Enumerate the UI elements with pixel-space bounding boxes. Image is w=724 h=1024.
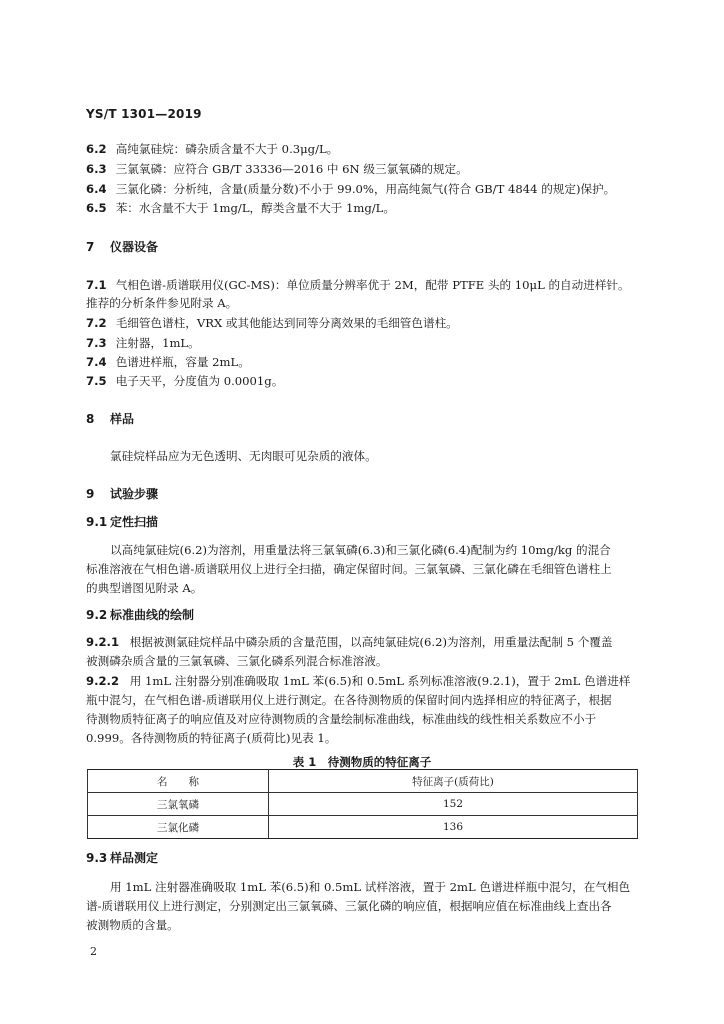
subsection-number: 9.1 (86, 515, 108, 529)
clause-number: 7.5 (86, 374, 107, 388)
clause-number: 6.5 (86, 201, 107, 215)
table-title: 表 1 待测物质的特征离子 (292, 755, 432, 769)
clause-text: 高纯氯硅烷：磷杂质含量不大于 0.3μg/L。 (115, 142, 339, 156)
table-cell: 三氯化磷 (88, 816, 269, 839)
table-cell: 152 (269, 793, 638, 816)
clause-continuation: 被测磷杂质含量的三氯氧磷、三氯化磷系列混合标准溶液。 (86, 654, 388, 668)
paragraph-line: 用 1mL 注射器准确吸取 1mL 苯(6.5)和 0.5mL 试样溶液，置于 2mL 色谱进样瓶中混匀，在气相色 (110, 880, 631, 894)
subsection-heading-9-2 (86, 609, 194, 621)
paragraph-line: 标准溶液在气相色谱-质谱联用仪上进行全扫描，确定保留时间。三氯氧磷、三氯化磷在毛细管色谱柱上 (86, 562, 612, 576)
clause-text: 注射器，1mL。 (115, 336, 200, 350)
clause-text: 用 1mL 注射器分别准确吸取 1mL 苯(6.5)和 0.5mL 系列标准溶液(9.2.1)，置于 2mL 色谱进样 (129, 674, 631, 688)
clause-text: 根据被测氯硅烷样品中磷杂质的含量范围，以高纯氯硅烷(6.2)为溶剂，用重量法配制 5 个覆盖 (129, 635, 613, 649)
section-number: 7 (86, 240, 95, 254)
clause-continuation: 推荐的分析条件参见附录 A。 (86, 296, 238, 310)
section-heading-7 (86, 241, 158, 253)
equipment-item (86, 318, 458, 330)
clause-number: 6.4 (86, 182, 107, 196)
equipment-item (86, 357, 250, 369)
column-header-ion: 特征离子(质荷比) (269, 770, 638, 793)
clause-number: 9.2.2 (86, 674, 120, 688)
section-number: 8 (86, 412, 95, 426)
clause-text: 电子天平，分度值为 0.0001g。 (115, 374, 284, 388)
equipment-item (86, 280, 630, 292)
clause-number: 9.2.1 (86, 635, 120, 649)
table-cell: 三氯氧磷 (88, 793, 269, 816)
table-row (88, 793, 638, 816)
section-8-text: 氯硅烷样品应为无色透明、无肉眼可见杂质的液体。 (110, 449, 377, 463)
clause-number: 7.3 (86, 336, 107, 350)
equipment-item (86, 338, 200, 350)
clause-number: 6.3 (86, 162, 107, 176)
section-title: 仪器设备 (110, 240, 159, 254)
clause-continuation: 瓶中混匀，在气相色谱-质谱联用仪上进行测定。在各待测物质的保留时间内选择相应的特征离子，根据 (86, 693, 612, 707)
section-heading-8 (86, 413, 134, 425)
subsection-title: 标准曲线的绘制 (110, 608, 195, 622)
reagent-item (86, 164, 468, 176)
clause-continuation: 0.999。各待测物质的特征离子(质荷比)见表 1。 (86, 731, 337, 745)
clause-text: 色谱进样瓶，容量 2mL。 (115, 355, 250, 369)
section-heading-9 (86, 488, 158, 500)
subsection-title: 样品测定 (110, 851, 159, 865)
page-number: 2 (90, 945, 97, 958)
paragraph-line: 的典型谱图见附录 A。 (86, 581, 203, 595)
paragraph-line: 被测物质的含量。 (86, 918, 179, 932)
subsection-heading-9-3 (86, 852, 158, 864)
column-header-name: 名 称 (88, 770, 269, 793)
subsection-heading-9-1 (86, 516, 158, 528)
clause-continuation: 待测物质特征离子的响应值及对应待测物质的含量绘制标准曲线，标准曲线的线性相关系数应不小于 (86, 712, 597, 726)
clause-text: 毛细管色谱柱，VRX 或其他能达到同等分离效果的毛细管色谱柱。 (115, 316, 458, 330)
section-title: 试验步骤 (110, 487, 159, 501)
reagent-item (86, 144, 338, 156)
standard-code: YS/T 1301—2019 (86, 107, 202, 121)
subsection-number: 9.2 (86, 608, 108, 622)
characteristic-ion-table (87, 769, 638, 839)
reagent-item (86, 184, 615, 196)
paragraph-line: 谱-质谱联用仪上进行测定，分别测定出三氯氧磷、三氯化磷的响应值，根据响应值在标准曲线上查出各 (86, 899, 612, 913)
subsection-title: 定性扫描 (110, 515, 159, 529)
clause-number: 6.2 (86, 142, 107, 156)
table-header-row (88, 770, 638, 793)
clause-text: 三氯氧磷：应符合 GB/T 33336—2016 中 6N 级三氯氧磷的规定。 (115, 162, 468, 176)
clause-text: 三氯化磷：分析纯，含量(质量分数)不小于 99.0%，用高纯氮气(符合 GB/T 4844 的规定)保护。 (115, 182, 616, 196)
clause-number: 7.4 (86, 355, 107, 369)
clause-text: 气相色谱-质谱联用仪(GC-MS)：单位质量分辨率优于 2M，配带 PTFE 头的 10μL 的自动进样针。 (115, 278, 630, 292)
paragraph-line: 以高纯氯硅烷(6.2)为溶剂，用重量法将三氯氧磷(6.3)和三氯化磷(6.4)配制为约 10mg/kg 的混合 (110, 543, 611, 557)
reagent-item (86, 203, 395, 215)
section-title: 样品 (110, 412, 135, 426)
clause-text: 苯：水含量不大于 1mg/L，醇类含量不大于 1mg/L。 (115, 201, 395, 215)
subsection-number: 9.3 (86, 851, 108, 865)
equipment-item (86, 376, 283, 388)
clause-number: 7.1 (86, 278, 107, 292)
clause-9-2-2 (86, 676, 630, 688)
section-number: 9 (86, 487, 95, 501)
table-cell: 136 (269, 816, 638, 839)
clause-number: 7.2 (86, 316, 107, 330)
clause-9-2-1 (86, 637, 612, 649)
table-row (88, 816, 638, 839)
